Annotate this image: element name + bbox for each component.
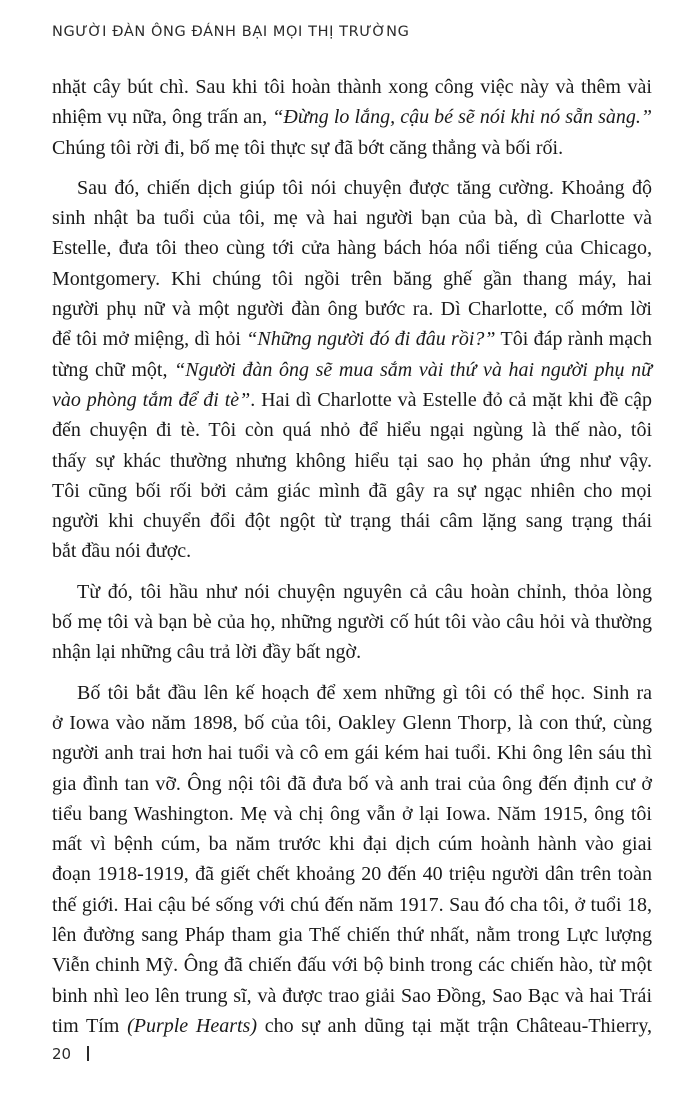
text-segment: thấy sự khác thường nhưng không hiểu tại sao họ phản ứng như vậy. [52, 449, 652, 472]
text-segment: Từ đó, tôi hầu như nói chuyện nguyên cả câu hoàn chỉnh, thỏa lòng [77, 580, 652, 603]
text-line [52, 799, 652, 829]
text-segment: bố mẹ tôi và bạn bè của họ, những người cố hút tôi vào câu hỏi và thường [52, 611, 652, 634]
text-line [52, 355, 652, 385]
paragraph-gap [52, 567, 652, 577]
text-line [52, 203, 652, 233]
text-line [52, 233, 652, 263]
text-segment: Estelle, đưa tôi theo cùng tới cửa hàng bách hóa nổi tiếng của Chicago, [52, 237, 652, 260]
text-line [52, 637, 652, 667]
paragraph-gap [52, 668, 652, 678]
text-segment: người phụ nữ và một người đàn ông bước ra. Dì Charlotte, cố mớm lời [52, 298, 652, 321]
text-line [52, 950, 652, 980]
running-header-title: NGƯỜI ĐÀN ÔNG ĐÁNH BẠI MỌI THỊ TRƯỜNG [52, 24, 410, 40]
text-line [52, 385, 652, 415]
text-segment: nhặt cây bút chì. Sau khi tôi hoàn thành xong công việc này và thêm vài [52, 76, 652, 98]
text-segment: nhận lại những câu trả lời đầy bất ngờ. [52, 641, 362, 664]
text-line [52, 102, 652, 132]
italic-text-segment: “Người đàn ông sẽ mua sắm vài thứ và hai người phụ nữ [174, 358, 652, 381]
text-segment: sinh nhật ba tuổi của tôi, mẹ và hai người bạn của bà, dì Charlotte và [52, 207, 652, 230]
text-line [52, 324, 652, 354]
text-segment: ở Iowa vào năm 1898, bố của tôi, Oakley Glenn Thorp, là con thứ, cùng [52, 711, 652, 734]
text-segment: tiểu bang Washington. Mẹ và chị ông vẫn ở lại Iowa. Năm 1915, ông tôi [52, 802, 652, 825]
text-segment: từng chữ một, [52, 358, 175, 381]
text-segment: nhiệm vụ nữa, ông trấn an, [52, 106, 273, 129]
text-line [52, 536, 652, 566]
text-line [52, 476, 652, 506]
page-number: 20 [52, 1045, 72, 1063]
text-segment: Viễn chinh Mỹ. Ông đã chiến đấu với bộ binh trong các chiến hào, từ một [52, 954, 652, 977]
text-segment: người anh trai hơn hai tuổi và cô em gái kém hai tuổi. Khi ông lên sáu thì [52, 742, 652, 765]
text-line [52, 920, 652, 950]
text-line [52, 577, 652, 607]
text-segment: cho sự anh dũng tại mặt trận Château-Thierry, [257, 1014, 653, 1037]
text-segment: binh nhì leo lên trung sĩ, và được trao giải Sao Đồng, Sao Bạc và hai Trái [52, 984, 652, 1007]
text-line [52, 981, 652, 1011]
text-line [52, 133, 652, 163]
text-segment: Bố tôi bắt đầu lên kế hoạch để xem những gì tôi có thể học. Sinh ra [77, 681, 652, 704]
text-line [52, 829, 652, 859]
text-line [52, 678, 652, 708]
body-text [52, 72, 652, 1041]
text-line [52, 1011, 652, 1041]
text-segment: lên đường sang Pháp tham gia Thế chiến thứ nhất, nằm trong Lực lượng [52, 924, 652, 947]
paragraph-gap [52, 163, 652, 173]
text-segment: đến chuyện đi tè. Tôi còn quá nhỏ để hiểu ngại ngùng là thế nào, tôi [52, 419, 652, 442]
text-line [52, 738, 652, 768]
text-segment: Montgomery. Khi chúng tôi ngồi trên băng ghế gần thang máy, hai [52, 267, 652, 290]
text-segment: đoạn 1918-1919, đã giết chết khoảng 20 đến 40 triệu người dân trên toàn [52, 863, 652, 886]
text-segment: Tôi cũng bối rối bởi cảm giác mình đã gây ra sự ngạc nhiên cho mọi [52, 479, 652, 502]
text-line [52, 708, 652, 738]
text-line [52, 294, 652, 324]
text-line [52, 173, 652, 203]
page-footer [52, 1045, 89, 1063]
text-segment: . Hai dì Charlotte và Estelle đỏ cả mặt khi đề cập [250, 388, 653, 411]
text-segment: thế giới. Hai cậu bé sống với chú đến năm 1917. Sau đó cha tôi, ở tuổi 18, [52, 893, 652, 916]
text-segment: Sau đó, chiến dịch giúp tôi nói chuyện được tăng cường. Khoảng độ [77, 176, 652, 199]
italic-text-segment: “Đừng lo lắng, cậu bé sẽ nói khi nó sẵn sàng.” [272, 106, 652, 129]
text-segment: Chúng tôi rời đi, bố mẹ tôi thực sự đã bớt căng thẳng và bối rối. [52, 136, 564, 159]
text-segment: tim Tím [52, 1014, 128, 1037]
page-number-separator [87, 1046, 89, 1061]
text-segment: người khi chuyển đổi đột ngột từ trạng thái câm lặng sang trạng thái [52, 510, 652, 533]
text-line [52, 446, 652, 476]
text-line [52, 890, 652, 920]
text-segment: bắt đầu nói được. [52, 540, 192, 563]
text-line [52, 607, 652, 637]
text-line [52, 415, 652, 445]
text-line [52, 769, 652, 799]
text-line [52, 264, 652, 294]
text-line [52, 72, 652, 102]
text-segment: mất vì bệnh cúm, ba năm trước khi đại dịch cúm hoành hành vào giai [52, 833, 652, 856]
text-line [52, 859, 652, 889]
text-segment: để tôi mở miệng, dì hỏi [52, 328, 247, 351]
italic-text-segment: “Những người đó đi đâu rồi?” [246, 328, 496, 351]
text-segment: gia đình tan vỡ. Ông nội tôi đã đưa bố và anh trai của ông đến định cư ở [52, 772, 652, 795]
text-line [52, 506, 652, 536]
text-segment: Tôi đáp rành mạch [495, 328, 652, 351]
italic-text-segment: vào phòng tắm để đi tè” [52, 388, 251, 411]
italic-text-segment: (Purple Hearts) [127, 1014, 257, 1037]
